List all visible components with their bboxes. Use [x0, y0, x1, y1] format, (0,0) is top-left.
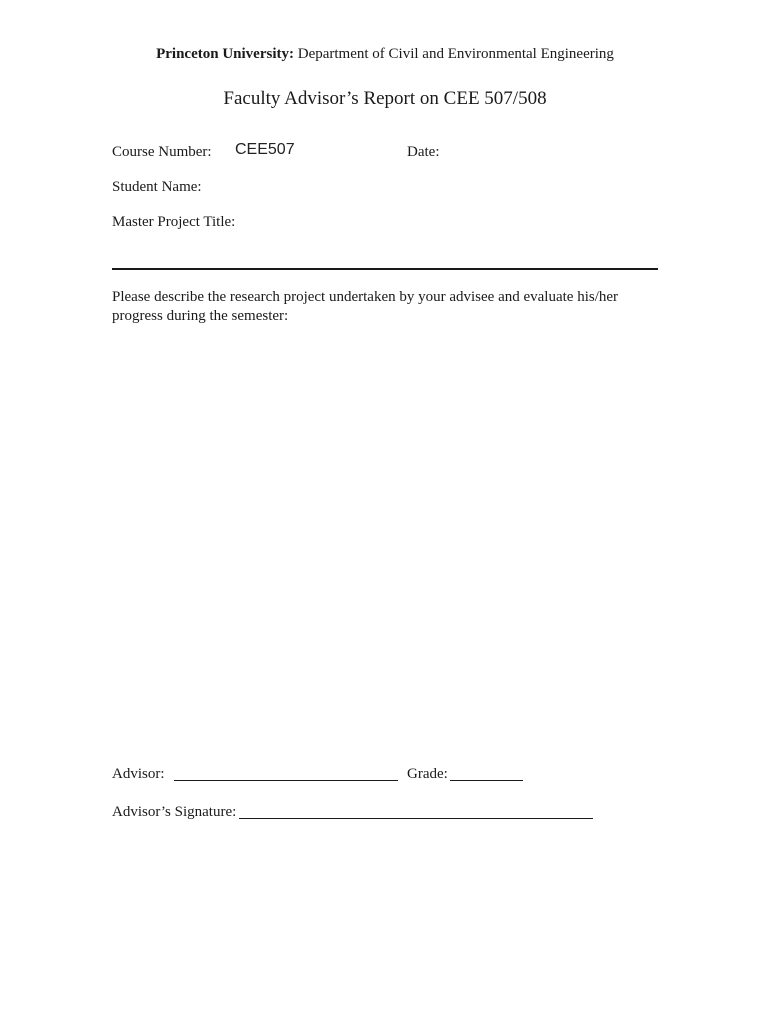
student-name-field[interactable] [210, 176, 650, 198]
advisor-label: Advisor: [112, 766, 165, 782]
course-number-field[interactable]: CEE507 [235, 141, 295, 158]
date-field[interactable] [450, 140, 650, 162]
student-name-label: Student Name: [112, 179, 202, 195]
signature-label: Advisor’s Signature: [112, 804, 237, 820]
page-title: Faculty Advisor’s Report on CEE 507/508 [223, 88, 547, 109]
department-name: Department of Civil and Environmental Engineering [297, 46, 614, 62]
course-number-label: Course Number: [112, 144, 212, 160]
project-title-field[interactable] [245, 211, 650, 233]
evaluation-text-area[interactable] [112, 335, 658, 755]
project-title-label: Master Project Title: [112, 214, 236, 230]
instructions-text: Please describe the research project undertaken by your advisee and evaluate his/her progress during the semester: [112, 289, 619, 324]
signature-line[interactable] [239, 818, 593, 819]
advisor-line[interactable] [174, 780, 398, 781]
grade-line[interactable] [450, 780, 523, 781]
page-header [0, 46, 770, 63]
university-name: Princeton University: [156, 46, 294, 62]
date-label: Date: [407, 144, 440, 160]
section-divider [112, 268, 658, 270]
grade-label: Grade: [407, 766, 448, 782]
